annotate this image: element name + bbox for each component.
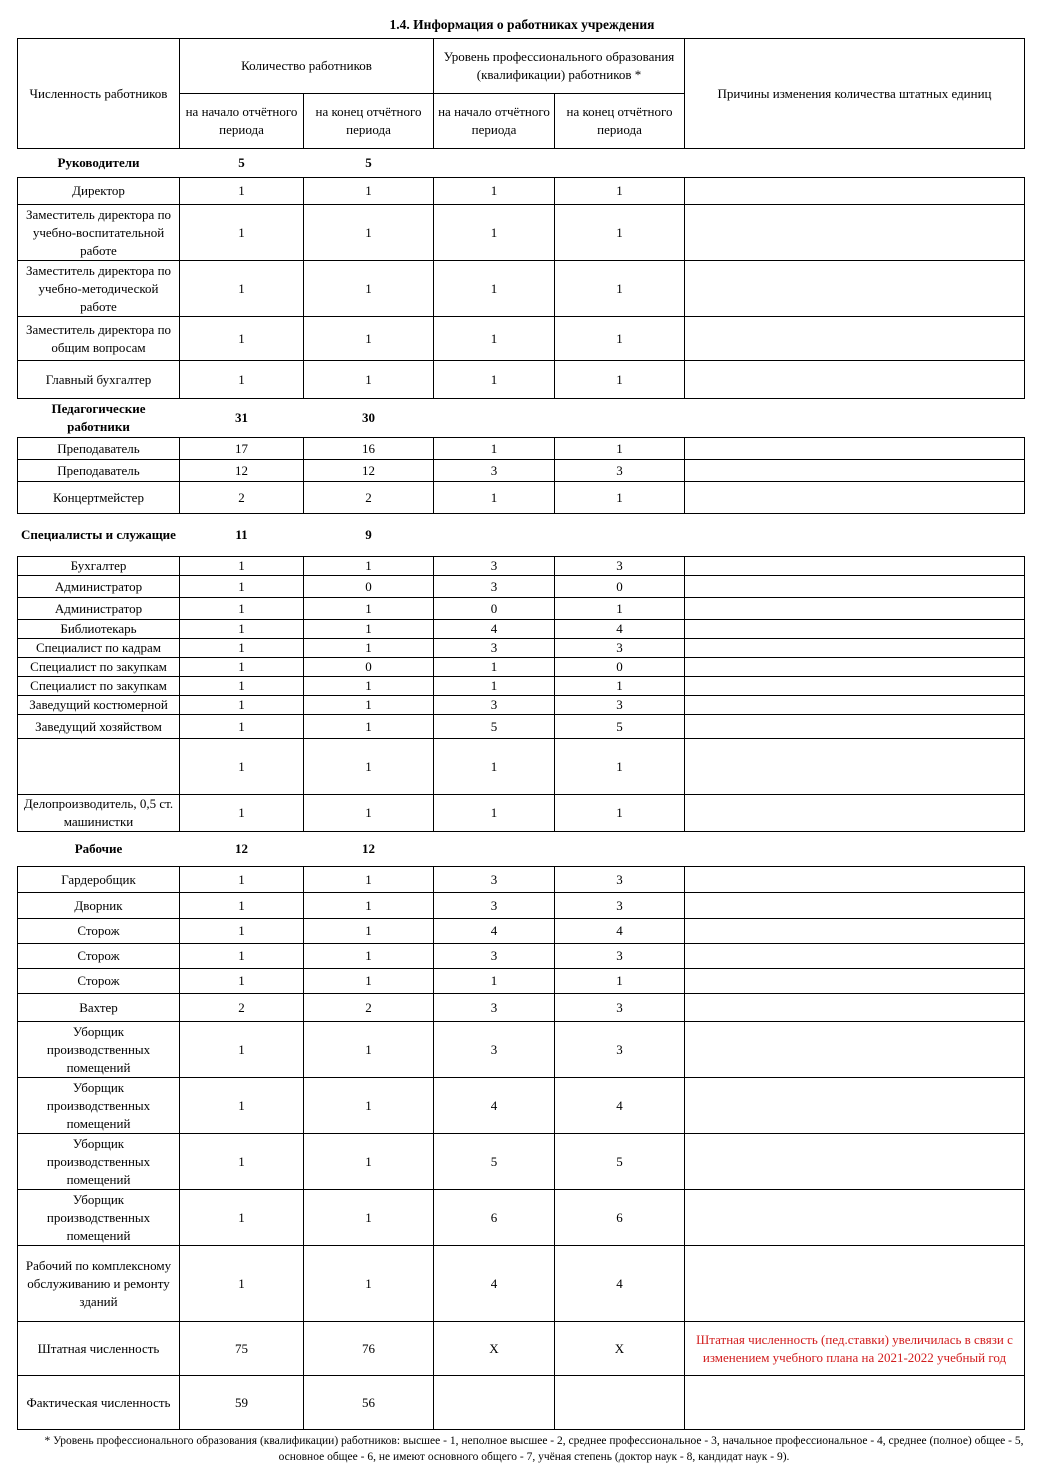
footnote: * Уровень профессионального образования (квалификации) работников: высшее - 1, неполное высшее - 2, среднее профессиональное - 3, начальное профессиональное - 4, среднее (полное) общее - 5, основное общее - 6, не имеют основного общего - 7, учёная степень (доктор наук - 8, кандидат наук - 9). xyxy=(44,1435,1024,1463)
total-level-end xyxy=(555,1376,685,1430)
position-name: Преподаватель xyxy=(18,438,180,460)
level-end: 0 xyxy=(555,658,685,677)
level-end: 1 xyxy=(555,438,685,460)
count-end: 1 xyxy=(304,361,434,399)
position-name: Преподаватель xyxy=(18,460,180,482)
count-end: 1 xyxy=(304,715,434,739)
group-spacer xyxy=(434,149,1025,178)
level-end: 5 xyxy=(555,715,685,739)
reason-cell xyxy=(685,1246,1025,1322)
level-start: 4 xyxy=(434,620,555,639)
reason-cell xyxy=(685,919,1025,944)
position-name: Специалист по кадрам xyxy=(18,639,180,658)
level-end: 3 xyxy=(555,893,685,919)
reason-cell xyxy=(685,482,1025,514)
count-end: 1 xyxy=(304,944,434,969)
header-count-start: на начало отчётного периода xyxy=(180,94,304,149)
level-start: 1 xyxy=(434,795,555,832)
table-row xyxy=(18,969,1025,994)
count-end: 12 xyxy=(304,460,434,482)
reason-cell xyxy=(685,361,1025,399)
group-count-start: 11 xyxy=(235,527,248,542)
position-name: Концертмейстер xyxy=(18,482,180,514)
table-row xyxy=(18,178,1025,205)
reason-cell xyxy=(685,460,1025,482)
count-start: 1 xyxy=(180,739,304,795)
table-row xyxy=(18,438,1025,460)
header-level-start: на начало отчётного периода xyxy=(434,94,555,149)
group-spacer xyxy=(434,832,1025,867)
level-start: 1 xyxy=(434,178,555,205)
position-name xyxy=(18,739,180,795)
header-row-1 xyxy=(18,39,1025,94)
count-end: 1 xyxy=(304,261,434,317)
count-start: 1 xyxy=(180,893,304,919)
table-row xyxy=(18,1190,1025,1246)
count-start: 1 xyxy=(180,178,304,205)
level-end: 4 xyxy=(555,1246,685,1322)
total-reason xyxy=(685,1376,1025,1430)
level-start: 6 xyxy=(434,1190,555,1246)
level-end: 1 xyxy=(555,261,685,317)
reason-cell xyxy=(685,598,1025,620)
count-start: 1 xyxy=(180,317,304,361)
reason-cell xyxy=(685,205,1025,261)
reason-cell xyxy=(685,1134,1025,1190)
level-start: 1 xyxy=(434,361,555,399)
table-row xyxy=(18,620,1025,639)
level-start: 1 xyxy=(434,482,555,514)
total-level-start: Х xyxy=(434,1322,555,1376)
group-count-start: 31 xyxy=(235,410,248,425)
count-start: 1 xyxy=(180,795,304,832)
count-start: 1 xyxy=(180,919,304,944)
reason-cell xyxy=(685,739,1025,795)
table-row xyxy=(18,739,1025,795)
count-start: 1 xyxy=(180,620,304,639)
reason-cell xyxy=(685,620,1025,639)
count-end: 1 xyxy=(304,205,434,261)
table-row xyxy=(18,677,1025,696)
level-start: 4 xyxy=(434,1078,555,1134)
position-name: Заместитель директора по учебно-воспитательной работе xyxy=(18,205,180,261)
table-row xyxy=(18,205,1025,261)
total-count-end: 56 xyxy=(304,1376,434,1430)
level-start: 3 xyxy=(434,1022,555,1078)
reason-cell xyxy=(685,576,1025,598)
group-spacer xyxy=(434,514,1025,557)
header-reason: Причины изменения количества штатных единиц xyxy=(685,39,1025,149)
total-count-start: 75 xyxy=(180,1322,304,1376)
position-name: Главный бухгалтер xyxy=(18,361,180,399)
count-end: 1 xyxy=(304,317,434,361)
count-end: 1 xyxy=(304,1190,434,1246)
position-name: Директор xyxy=(18,178,180,205)
level-start: 3 xyxy=(434,867,555,893)
count-start: 1 xyxy=(180,1022,304,1078)
level-start: 5 xyxy=(434,1134,555,1190)
level-end: 1 xyxy=(555,739,685,795)
count-end: 2 xyxy=(304,482,434,514)
reason-cell xyxy=(685,261,1025,317)
group-name: Специалисты и служащие xyxy=(21,527,176,542)
table-row xyxy=(18,893,1025,919)
position-name: Бухгалтер xyxy=(18,557,180,576)
level-end: 3 xyxy=(555,696,685,715)
count-start: 1 xyxy=(180,557,304,576)
reason-cell xyxy=(685,639,1025,658)
count-end: 1 xyxy=(304,795,434,832)
reason-cell xyxy=(685,557,1025,576)
table-row xyxy=(18,1134,1025,1190)
count-start: 1 xyxy=(180,677,304,696)
total-count-end: 76 xyxy=(304,1322,434,1376)
level-start: 1 xyxy=(434,658,555,677)
table-row xyxy=(18,715,1025,739)
position-name: Специалист по закупкам xyxy=(18,658,180,677)
table-row xyxy=(18,1022,1025,1078)
level-end: 1 xyxy=(555,795,685,832)
table-row xyxy=(18,317,1025,361)
reason-cell xyxy=(685,1022,1025,1078)
count-end: 2 xyxy=(304,994,434,1022)
level-end: 3 xyxy=(555,944,685,969)
total-level-end: Х xyxy=(555,1322,685,1376)
total-name: Фактическая численность xyxy=(18,1376,180,1430)
level-end: 1 xyxy=(555,317,685,361)
group-spacer xyxy=(434,399,1025,438)
reason-cell xyxy=(685,438,1025,460)
reason-cell xyxy=(685,944,1025,969)
count-start: 1 xyxy=(180,1190,304,1246)
count-start: 1 xyxy=(180,658,304,677)
actual-total-row xyxy=(18,1376,1025,1430)
table-row xyxy=(18,1078,1025,1134)
count-end: 1 xyxy=(304,1134,434,1190)
header-count: Количество работников xyxy=(180,39,434,94)
position-name: Уборщик производственных помещений xyxy=(18,1078,180,1134)
position-name: Вахтер xyxy=(18,994,180,1022)
group-count-start: 12 xyxy=(235,841,248,856)
count-end: 1 xyxy=(304,620,434,639)
reason-cell xyxy=(685,696,1025,715)
count-end: 1 xyxy=(304,178,434,205)
count-start: 1 xyxy=(180,944,304,969)
level-end: 3 xyxy=(555,557,685,576)
count-end: 1 xyxy=(304,557,434,576)
count-start: 12 xyxy=(180,460,304,482)
level-start: 1 xyxy=(434,438,555,460)
level-end: 4 xyxy=(555,620,685,639)
table-row xyxy=(18,261,1025,317)
header-name: Численность работников xyxy=(18,39,180,149)
count-end: 16 xyxy=(304,438,434,460)
level-end: 3 xyxy=(555,460,685,482)
level-end: 4 xyxy=(555,919,685,944)
position-name: Уборщик производственных помещений xyxy=(18,1190,180,1246)
level-end: 5 xyxy=(555,1134,685,1190)
group-count-end: 12 xyxy=(362,841,375,856)
position-name: Делопроизводитель, 0,5 ст. машинистки xyxy=(18,795,180,832)
count-end: 1 xyxy=(304,1022,434,1078)
level-end: 4 xyxy=(555,1078,685,1134)
table-row xyxy=(18,658,1025,677)
level-end: 3 xyxy=(555,867,685,893)
count-start: 1 xyxy=(180,576,304,598)
header-level-end: на конец отчётного периода xyxy=(555,94,685,149)
level-end: 3 xyxy=(555,994,685,1022)
count-start: 1 xyxy=(180,598,304,620)
position-name: Администратор xyxy=(18,576,180,598)
workers-table xyxy=(17,38,1025,1430)
group-name: Рабочие xyxy=(74,841,123,856)
total-level-start xyxy=(434,1376,555,1430)
position-name: Уборщик производственных помещений xyxy=(18,1022,180,1078)
position-name: Администратор xyxy=(18,598,180,620)
count-start: 1 xyxy=(180,205,304,261)
table-row xyxy=(18,598,1025,620)
position-name: Заведущий костюмерной xyxy=(18,696,180,715)
level-end: 1 xyxy=(555,482,685,514)
position-name: Заместитель директора по учебно-методической работе xyxy=(18,261,180,317)
reason-cell xyxy=(685,994,1025,1022)
group-row xyxy=(18,149,1025,178)
count-end: 1 xyxy=(304,639,434,658)
level-start: 1 xyxy=(434,261,555,317)
level-start: 3 xyxy=(434,460,555,482)
count-end: 1 xyxy=(304,696,434,715)
group-row xyxy=(18,514,1025,557)
level-start: 1 xyxy=(434,205,555,261)
reason-cell xyxy=(685,178,1025,205)
count-start: 1 xyxy=(180,969,304,994)
reason-cell xyxy=(685,969,1025,994)
table-row xyxy=(18,994,1025,1022)
count-start: 1 xyxy=(180,1246,304,1322)
level-end: 1 xyxy=(555,598,685,620)
position-name: Дворник xyxy=(18,893,180,919)
count-start: 1 xyxy=(180,696,304,715)
table-row xyxy=(18,361,1025,399)
position-name: Рабочий по комплексному обслуживанию и ремонту зданий xyxy=(18,1246,180,1322)
level-start: 3 xyxy=(434,893,555,919)
total-count-start: 59 xyxy=(180,1376,304,1430)
level-end: 3 xyxy=(555,1022,685,1078)
position-name: Сторож xyxy=(18,969,180,994)
position-name: Уборщик производственных помещений xyxy=(18,1134,180,1190)
group-row xyxy=(18,399,1025,438)
table-row xyxy=(18,460,1025,482)
count-end: 1 xyxy=(304,893,434,919)
level-start: 3 xyxy=(434,557,555,576)
table-row xyxy=(18,919,1025,944)
table-row xyxy=(18,944,1025,969)
reason-cell xyxy=(685,317,1025,361)
position-name: Специалист по закупкам xyxy=(18,677,180,696)
group-name: Педагогические работники xyxy=(51,401,146,434)
position-name: Гардеробщик xyxy=(18,867,180,893)
position-name: Библиотекарь xyxy=(18,620,180,639)
reason-cell xyxy=(685,893,1025,919)
staff-total-row xyxy=(18,1322,1025,1376)
level-start: 4 xyxy=(434,919,555,944)
level-start: 3 xyxy=(434,576,555,598)
table-row xyxy=(18,576,1025,598)
count-end: 1 xyxy=(304,1078,434,1134)
group-count-end: 5 xyxy=(365,155,372,170)
count-start: 17 xyxy=(180,438,304,460)
level-start: 1 xyxy=(434,739,555,795)
position-name: Сторож xyxy=(18,919,180,944)
position-name: Сторож xyxy=(18,944,180,969)
reason-cell xyxy=(685,1190,1025,1246)
count-end: 1 xyxy=(304,867,434,893)
count-end: 1 xyxy=(304,598,434,620)
table-row xyxy=(18,867,1025,893)
level-start: 4 xyxy=(434,1246,555,1322)
count-start: 1 xyxy=(180,1078,304,1134)
count-start: 1 xyxy=(180,867,304,893)
level-end: 6 xyxy=(555,1190,685,1246)
reason-cell xyxy=(685,677,1025,696)
level-start: 3 xyxy=(434,994,555,1022)
group-count-start: 5 xyxy=(238,155,245,170)
level-start: 3 xyxy=(434,944,555,969)
count-start: 1 xyxy=(180,261,304,317)
count-end: 1 xyxy=(304,969,434,994)
table-row xyxy=(18,1246,1025,1322)
count-start: 1 xyxy=(180,1134,304,1190)
count-start: 1 xyxy=(180,715,304,739)
level-end: 1 xyxy=(555,361,685,399)
group-row xyxy=(18,832,1025,867)
count-end: 1 xyxy=(304,1246,434,1322)
level-end: 1 xyxy=(555,969,685,994)
header-level: Уровень профессионального образования (квалификации) работников * xyxy=(434,39,685,94)
reason-cell xyxy=(685,658,1025,677)
level-start: 3 xyxy=(434,696,555,715)
group-count-end: 30 xyxy=(362,410,375,425)
level-start: 1 xyxy=(434,317,555,361)
table-row xyxy=(18,557,1025,576)
level-end: 3 xyxy=(555,639,685,658)
reason-cell xyxy=(685,715,1025,739)
total-name: Штатная численность xyxy=(18,1322,180,1376)
header-count-end: на конец отчётного периода xyxy=(304,94,434,149)
level-end: 1 xyxy=(555,205,685,261)
table-row xyxy=(18,482,1025,514)
position-name: Заведущий хозяйством xyxy=(18,715,180,739)
table-row xyxy=(18,696,1025,715)
reason-cell xyxy=(685,867,1025,893)
level-start: 5 xyxy=(434,715,555,739)
count-start: 2 xyxy=(180,994,304,1022)
count-end: 1 xyxy=(304,919,434,944)
count-start: 2 xyxy=(180,482,304,514)
level-end: 0 xyxy=(555,576,685,598)
level-start: 3 xyxy=(434,639,555,658)
level-end: 1 xyxy=(555,677,685,696)
table-row xyxy=(18,639,1025,658)
count-end: 1 xyxy=(304,677,434,696)
position-name: Заместитель директора по общим вопросам xyxy=(18,317,180,361)
group-count-end: 9 xyxy=(365,527,372,542)
page-title: 1.4. Информация о работниках учреждения xyxy=(389,17,655,32)
table-row xyxy=(18,795,1025,832)
reason-cell xyxy=(685,1078,1025,1134)
level-start: 1 xyxy=(434,969,555,994)
total-reason: Штатная численность (пед.ставки) увеличилась в связи с изменением учебного плана на 2021-2022 учебный год xyxy=(685,1322,1025,1376)
level-end: 1 xyxy=(555,178,685,205)
count-end: 0 xyxy=(304,576,434,598)
count-start: 1 xyxy=(180,361,304,399)
count-end: 1 xyxy=(304,739,434,795)
count-end: 0 xyxy=(304,658,434,677)
count-start: 1 xyxy=(180,639,304,658)
level-start: 0 xyxy=(434,598,555,620)
level-start: 1 xyxy=(434,677,555,696)
group-name: Руководители xyxy=(57,155,140,170)
reason-cell xyxy=(685,795,1025,832)
